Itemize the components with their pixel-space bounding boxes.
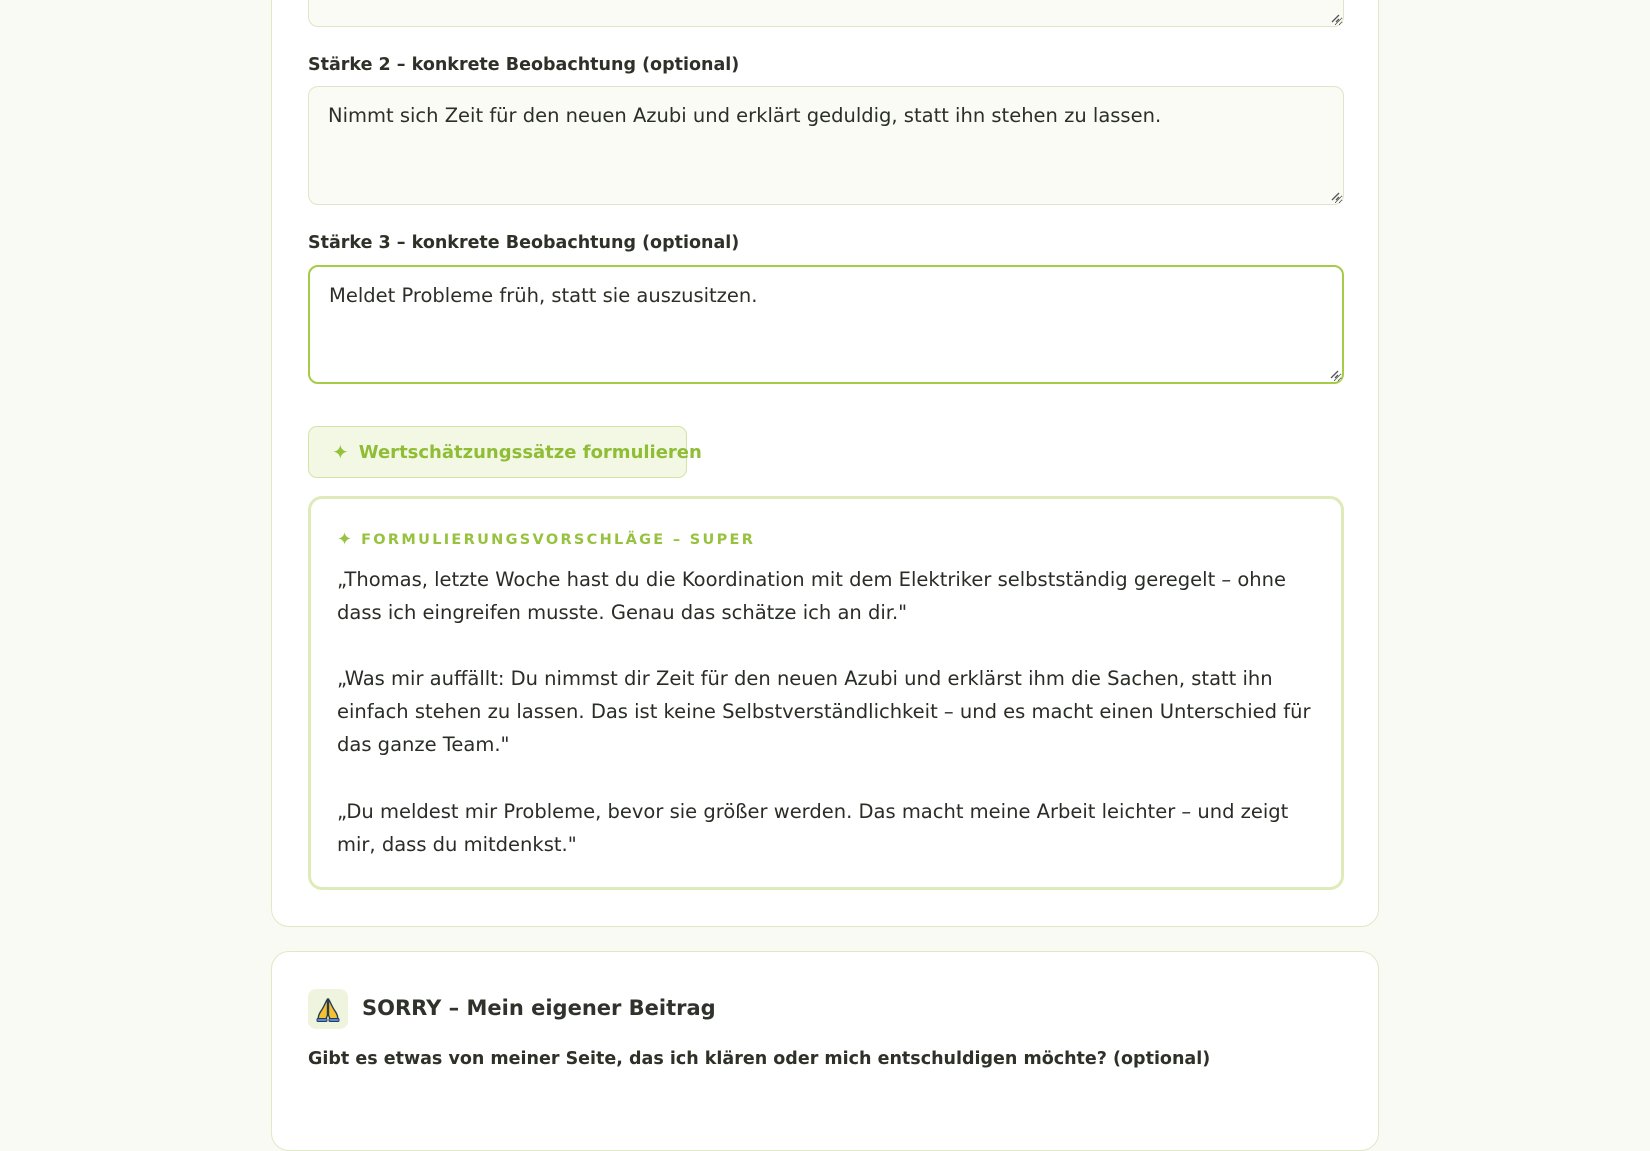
strength-3-textarea[interactable]	[308, 265, 1344, 384]
sorry-question-label: Gibt es etwas von meiner Seite, das ich klären oder mich entschuldigen möchte? (optional)	[308, 1049, 1211, 1069]
sorry-card	[271, 951, 1379, 1151]
resize-grip-icon[interactable]	[1328, 189, 1340, 201]
suggestion-item: „Thomas, letzte Woche hast du die Koordination mit dem Elektriker selbstständig geregelt – ohne dass ich eingreifen musste. Genau das schätze ich an dir."	[337, 568, 1287, 624]
sparkle-icon: ✦	[332, 440, 349, 464]
strength-1-textarea[interactable]	[308, 0, 1344, 27]
strength-3-label: Stärke 3 – konkrete Beobachtung (optional)	[308, 233, 740, 253]
resize-grip-icon[interactable]	[1328, 11, 1340, 23]
strength-2-value: Nimmt sich Zeit für den neuen Azubi und erklärt geduldig, statt ihn stehen zu lassen.	[328, 104, 1162, 127]
folded-hands-icon	[308, 989, 348, 1029]
suggestion-item: „Was mir auffällt: Du nimmst dir Zeit für den neuen Azubi und erklärst ihm die Sachen, statt ihn einfach stehen zu lassen. Das ist keine Selbstverständlichkeit – und es macht einen Unterschied für das ganze Team."	[337, 667, 1311, 756]
strength-3-value: Meldet Probleme früh, statt sie auszusitzen.	[329, 284, 758, 307]
sparkle-icon: ✦	[337, 529, 353, 550]
resize-grip-icon[interactable]	[1327, 367, 1339, 379]
strength-2-label: Stärke 2 – konkrete Beobachtung (optional)	[308, 55, 740, 75]
suggestions-title: FORMULIERUNGSVORSCHLÄGE – SUPER	[361, 531, 756, 548]
strengths-card	[271, 0, 1379, 927]
sorry-section-title: SORRY – Mein eigener Beitrag	[362, 996, 716, 1020]
generate-appreciation-button[interactable]	[308, 426, 702, 478]
suggestions-header	[337, 529, 755, 550]
suggestion-item: „Du meldest mir Probleme, bevor sie größer werden. Das macht meine Arbeit leichter – und zeigt mir, dass du mitdenkst."	[337, 800, 1289, 856]
generate-appreciation-label: Wertschätzungssätze formulieren	[358, 441, 702, 463]
strength-2-textarea[interactable]	[308, 86, 1344, 205]
suggestions-panel	[308, 496, 1344, 890]
